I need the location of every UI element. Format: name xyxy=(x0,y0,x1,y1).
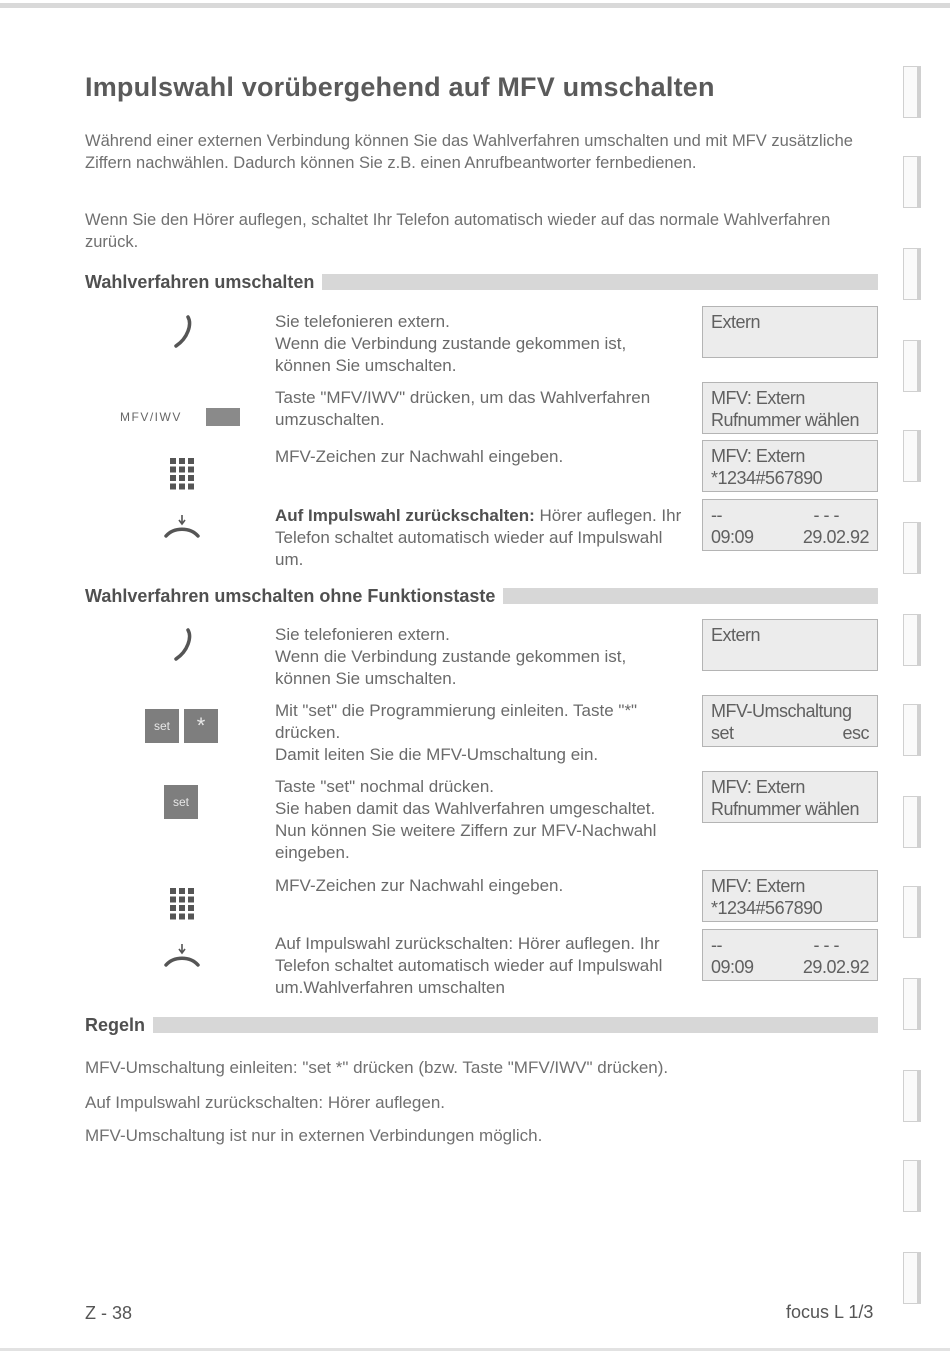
section-heading-1: Wahlverfahren umschalten xyxy=(85,271,878,293)
step-text: MFV-Zeichen zur Nachwahl eingeben. xyxy=(275,876,564,895)
register-tab xyxy=(903,614,921,666)
mfv-iwv-key[interactable] xyxy=(206,408,240,426)
register-tab xyxy=(903,66,921,118)
rule-item: MFV-Umschaltung ist nur in externen Verbindungen möglich. xyxy=(85,1126,543,1145)
step-text: Sie telefonieren extern. Wenn die Verbindung zustande gekommen ist, können Sie umschalten. xyxy=(275,625,627,688)
set-key[interactable]: set xyxy=(145,709,179,743)
keypad-icon xyxy=(170,458,194,490)
step-text: MFV-Zeichen zur Nachwahl eingeben. xyxy=(275,447,564,466)
set-key[interactable]: set xyxy=(164,785,198,819)
star-key[interactable]: * xyxy=(184,709,218,743)
top-rule xyxy=(0,3,950,8)
product-name: focus L 1/3 xyxy=(786,1302,874,1322)
intro-paragraph-2: Wenn Sie den Hörer auflegen, schaltet Ihr Telefon automatisch wieder auf das normale Wahlverfahren zurück. xyxy=(85,211,831,251)
page-number: Z - 38 xyxy=(85,1303,133,1323)
display-panel: -- - - - 09:09 29.02.92 xyxy=(702,499,878,551)
register-tab xyxy=(903,156,921,208)
register-tab xyxy=(903,340,921,392)
register-tab xyxy=(903,248,921,300)
step-text: Auf Impulswahl zurückschalten: Hörer auflegen. Ihr Telefon schaltet automatisch wieder auf Impulswahl um. xyxy=(275,506,682,569)
rule-item: Auf Impulswahl zurückschalten: Hörer auflegen. xyxy=(85,1093,446,1112)
register-tab xyxy=(903,1252,921,1304)
display-panel: MFV: Extern Rufnummer wählen xyxy=(702,382,878,434)
register-tab xyxy=(903,1070,921,1122)
step-text: Taste "MFV/IWV" drücken, um das Wahlverfahren umzuschalten. xyxy=(275,388,651,429)
register-tab xyxy=(903,1160,921,1212)
handset-lifted-icon xyxy=(168,314,196,350)
mfv-iwv-key-label: MFV/IWV xyxy=(120,410,182,424)
handset-lifted-icon xyxy=(168,627,196,663)
display-panel: Extern xyxy=(702,619,878,671)
register-tab xyxy=(903,978,921,1030)
register-tab xyxy=(903,886,921,938)
register-tab xyxy=(903,522,921,574)
rule-item: MFV-Umschaltung einleiten: "set *" drücken (bzw. Taste "MFV/IWV" drücken). xyxy=(85,1058,669,1077)
intro-paragraph-1: Während einer externen Verbindung können Sie das Wahlverfahren umschalten und mit MFV zusätzliche Ziffern nachwählen. Dadurch können Sie z.B. einen Anrufbeantworter fernbedienen. xyxy=(85,132,853,172)
display-panel: MFV: Extern Rufnummer wählen xyxy=(702,771,878,823)
bottom-rule xyxy=(0,1348,950,1351)
step-text: Auf Impulswahl zurückschalten: Hörer auflegen. Ihr Telefon schaltet automatisch wieder auf Impulswahl um.Wahlverfahren umschalten xyxy=(275,934,663,997)
display-panel: -- - - - 09:09 29.02.92 xyxy=(702,929,878,981)
section-heading-2: Wahlverfahren umschalten ohne Funktionstaste xyxy=(85,585,878,607)
section-heading-rules: Regeln xyxy=(85,1014,878,1036)
display-panel: MFV: Extern *1234#567890 xyxy=(702,440,878,492)
register-tab xyxy=(903,704,921,756)
handset-hangup-icon xyxy=(164,943,200,973)
page-title: Impulswahl vorübergehend auf MFV umschalten xyxy=(85,72,715,102)
step-text: Taste "set" nochmal drücken. Sie haben damit das Wahlverfahren umgeschaltet. Nun können Sie weitere Ziffern zur MFV-Nachwahl eingeben. xyxy=(275,777,657,862)
keypad-icon xyxy=(170,888,194,920)
register-tab xyxy=(903,430,921,482)
display-panel: MFV-Umschaltung set esc xyxy=(702,695,878,747)
step-text: Sie telefonieren extern. Wenn die Verbindung zustande gekommen ist, können Sie umschalten. xyxy=(275,312,627,375)
display-panel: Extern xyxy=(702,306,878,358)
handset-hangup-icon xyxy=(164,514,200,544)
step-text: Mit "set" die Programmierung einleiten. Taste "*" drücken. Damit leiten Sie die MFV-Umschaltung ein. xyxy=(275,701,638,764)
register-tab xyxy=(903,796,921,848)
display-panel: MFV: Extern *1234#567890 xyxy=(702,870,878,922)
